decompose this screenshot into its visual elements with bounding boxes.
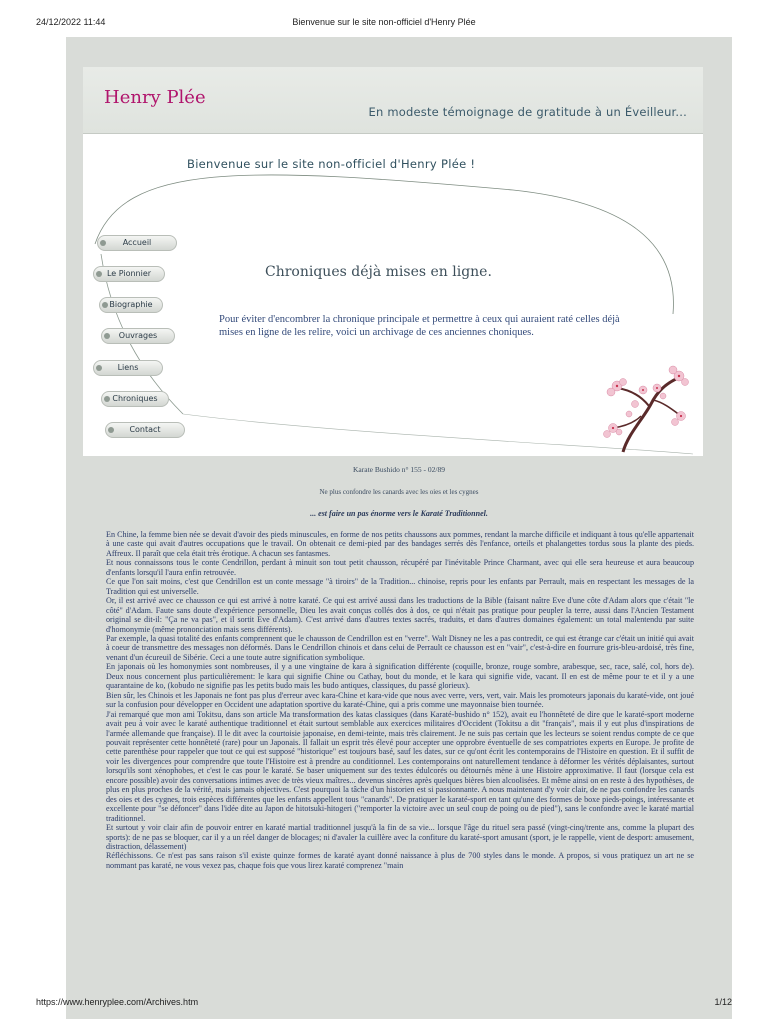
- nav-bullet-icon: [104, 396, 110, 402]
- print-url[interactable]: https://www.henryplee.com/Archives.htm: [36, 997, 199, 1007]
- nav-bullet-icon: [102, 302, 108, 308]
- nav-bullet-icon: [104, 333, 110, 339]
- article-paragraph: Par exemple, la quasi totalité des enfants comprennent que le chausson de Cendrillon est en "verre". Walt Disney ne les a pas contredit, ce qui est étrange car c'était un initié qui avait à coeur de transmettre des messages non déformés. Dans le Cendrillon chinois et dans celui de Perrault ce chausson est en "vair", c'est-à-dire en fourrure gris-bleu-ardoisé, très fine, venant d'un écureuil de Sibérie. Ceci a une toute autre signification symbolique.: [106, 633, 694, 662]
- nav-accueil[interactable]: [97, 235, 177, 251]
- print-header: [0, 17, 768, 31]
- article-paragraph: Réfléchissons. Ce n'est pas sans raison s'il existe quinze formes de karaté ayant donné naissance à plus de 700 styles dans le monde. A propos, si vous pratiquez un art ne se nommant pas karaté, ne vous vexez pas, chaque fois que vous lirez karaté comprenez "main: [106, 851, 694, 870]
- site-tagline: En modeste témoignage de gratitude à un Éveilleur...: [368, 105, 687, 119]
- nav-bullet-icon: [108, 427, 114, 433]
- nav-bullet-icon: [100, 240, 106, 246]
- article-body: [106, 530, 694, 870]
- nav-bullet-icon: [96, 365, 102, 371]
- section-title: Chroniques déjà mises en ligne.: [265, 264, 492, 280]
- article-paragraph: En japonais où les homonymies sont nombreuses, il y a une vingtaine de kara à signification différente (coquille, bronze, rouge sombre, arabesque, sec, race, salé, col, hors de). Deux nous concernent plus particulièrement: le kara qui signifie Chine ou Cathay, bout du monde, et le kara qui signifie vide, vacant. Il en est de même pour te et il y a une quarantaine de ko, (kobudo ne signifie pas les petits budo mais les budo antiques, classiques, du passé glorieux).: [106, 662, 694, 691]
- article-lead: ... est faire un pas énorme vers le Karaté Traditionnel.: [310, 509, 488, 518]
- nav-label: Ouvrages: [118, 331, 158, 340]
- nav-bullet-icon: [96, 271, 102, 277]
- article-paragraph: Et surtout y voir clair afin de pouvoir entrer en karaté martial traditionnel jusqu'à la fin de sa vie... lorsque l'âge du rituel sera passé (vingt-cinq/trente ans, comme la plupart des sports): de ne pas se bloquer, car il y a un réel danger de blocages; ni d'avaler la cuillère avec la confiture du karaté-sport amusant (sport, je le rappelle, vient de desport: amusement, distraction, délassement): [106, 823, 694, 851]
- nav-label: Le Pionnier: [106, 269, 152, 278]
- nav-label: Contact: [129, 425, 161, 434]
- site-name[interactable]: Henry Plée: [104, 87, 206, 108]
- article-paragraph: Bien sûr, les Chinois et les Japonais ne font pas plus d'erreur avec kara-Chine et kara-vide que nous avec verre, vers, vert, vair. Mais les promoteurs japonais du karaté-vide, ont joué sur la confusion pour développer en Occident une adaptation sportive du karaté-Chine, qui a pris comme une mayonnaise bien tournée.: [106, 690, 694, 710]
- nav-le-pionnier[interactable]: [93, 266, 165, 282]
- article-reference: Karate Bushido n° 155 - 02/89: [353, 465, 445, 474]
- cherry-blossom-icon: [583, 344, 693, 454]
- nav-contact[interactable]: [105, 422, 185, 438]
- print-page-number: 1/12: [714, 997, 732, 1007]
- article-paragraph: En Chine, la femme bien née se devait d'avoir des pieds minuscules, en forme de nos petits chaussons aux pommes, rendant la marche difficile et indiquant à tous qu'elle appartenait à une caste qui avait d'autres occupations que le travail. On obtenait ce demi-pied par des bandages serrés dès l'enfance, orteils et phalangettes tordus sous la plante des pieds. Affreux. Il paraît que cela était très érotique. A chacun ses fantasmes.: [106, 530, 694, 558]
- content-panel: [83, 134, 703, 456]
- nav-label: Liens: [117, 363, 139, 372]
- intro-text: Pour éviter d'encombrer la chronique principale et permettre à ceux qui auraient raté celles déjà mises en ligne de les relire, voici un archivage de ces anciennes choniques.: [219, 314, 620, 338]
- nav-liens[interactable]: [93, 360, 163, 376]
- print-datetime: 24/12/2022 11:44: [36, 17, 106, 27]
- print-doc-title: Bienvenue sur le site non-officiel d'Henry Plée: [292, 17, 476, 27]
- page-frame: [66, 37, 732, 1019]
- article-paragraph: J'ai remarqué que mon ami Tokitsu, dans son article Ma transformation des katas classiques (dans Karaté-bushido n° 152), avait eu l'honnêteté de dire que le karaté-sport moderne avait peu à voir avec le karaté authentique traditionnel et était surtout semblable aux exercices militaires d'Occident (Tokitsu a dit "français", mais il y eut plus d'inspirations de l'armée allemande que française). Il le dit avec la courtoisie japonaise, en demi-teinte, mais très clairement. Je ne suis pas certain que les lecteurs se soient rendus compte de ce que pouvait représenter cette honnêteté (rare) pour un Japonais. Il fallait un esprit très élevé pour accepter une opprobre éventuelle de ses compatriotes experts en Europe. Je profite de cette parenthèse pour rappeler que tout ce qui est supposé "historique" est toujours basé, sauf les dates, sur ce qu'ont écrit les contemporains de l'Histoire en question. Et il suffit de voir les divergences pour comprendre que toute l'Histoire est à prendre au conditionnel. Les contemporains ont naturellement tendance à déformer les vérités déplaisantes, surtout lorsqu'ils sont xénophobes, et c'est le cas pour le karaté. Se baser uniquement sur des textes édulcorés ou détournés mène à une Histoire approximative. Il faut (lorsque cela est encore possible) avoir des conversations intimes avec de très vieux maîtres... devenus sincères après quelques bières bien alcoolisées. Et même ainsi on en reste à des hypothèses, de plus en plus proches de la vérité, mais jamais objectives. C'est pourquoi la tâche d'un historien est si passionnante. A nous maintenant d'y voir clair, de ne pas confondre les canards des oies et des cygnes, trois espèces différentes que les enfants appellent tous "canards". De pratiquer le karaté-sport en tant qu'une des formes de boxe pieds-poings, intéressante et excellente pour "se défoncer" dans l'idée dite au Japon de hitotsuki-hitogeri ("remporter la victoire avec un seul coup de poing ou de pied"), sans le confondre avec le karaté martial traditionnel.: [106, 709, 694, 823]
- nav-label: Biographie: [109, 300, 153, 309]
- welcome-heading: Bienvenue sur le site non-officiel d'Henry Plée !: [187, 157, 476, 171]
- nav-chroniques[interactable]: [101, 391, 169, 407]
- nav-ouvrages[interactable]: [101, 328, 175, 344]
- nav-biographie[interactable]: [99, 297, 163, 313]
- article-paragraph: Ce que l'on sait moins, c'est que Cendrillon est un conte message "à tiroirs" de la Tradition... chinoise, repris pour les enfants par Perrault, mais en respectant les messages de la Tradition qui est universelle.: [106, 577, 694, 596]
- article-paragraph: Et nous connaissons tous le conte Cendrillon, perdant à minuit son tout petit chausson, récupéré par l'inévitable Prince Charmant, avec qui elle sera heureuse et aura beaucoup d'enfants lorsqu'il l'aura enfin retrouvée.: [106, 558, 694, 577]
- nav-label: Accueil: [122, 238, 152, 247]
- article-subtitle: Ne plus confondre les canards avec les oies et les cygnes: [319, 488, 479, 496]
- nav-label: Chroniques: [112, 394, 158, 403]
- site-header: [83, 67, 703, 134]
- article-paragraph: Or, il est arrivé avec ce chausson ce qui est arrivé à notre karaté. Ce qui est arrivé aussi dans les traductions de la Bible (faisant naître Eve d'une côte d'Adam alors que c'était "le côté" d'Adam. Faute sans doute d'expérience personnelle, Dieu les avait conçus collés dos à dos, ce qui n'était pas pratique pour peupler la terre, aussi dans l'Ancien Testament original se dit-il: "Ça ne va pas", et il sortit Eve d'Adam). C'est arrivé dans d'autres textes sacrés, traduits, et dans d'autres domaines également: un total malentendu par suite d'homonymie (même prononciation mais sens différents).: [106, 596, 694, 634]
